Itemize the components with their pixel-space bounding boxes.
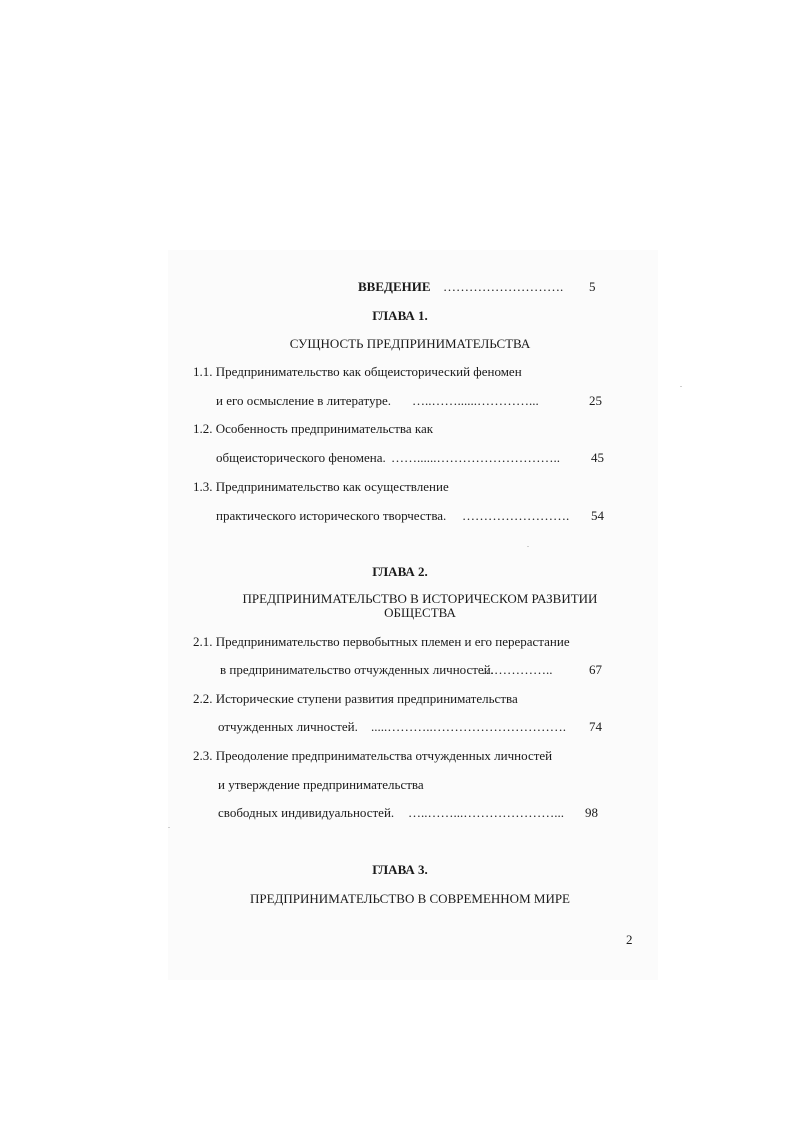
section-2-3-page: 98	[585, 805, 598, 820]
section-2-1-dots: ……………..	[481, 662, 553, 677]
section-1-3-line1: 1.3. Предпринимательство как осуществление	[193, 479, 449, 494]
section-1-2-dots: ……......………………………..	[391, 450, 560, 465]
intro-dots: ……………………….	[443, 279, 564, 294]
page-number: 2	[626, 932, 633, 947]
section-2-1-page: 67	[589, 662, 602, 677]
section-2-2-dots: .....………..………………………….	[371, 719, 566, 734]
section-1-1-line2: и его осмысление в литературе.	[216, 393, 391, 408]
section-2-2-line1: 2.2. Исторические ступени развития предпринимательства	[193, 691, 518, 706]
chapter3-title: ПРЕДПРИНИМАТЕЛЬСТВО В СОВРЕМЕННОМ МИРЕ	[249, 891, 571, 906]
section-1-3-dots: …………………….	[462, 508, 570, 523]
section-2-2-page: 74	[589, 719, 602, 734]
section-1-1-line1: 1.1. Предпринимательство как общеисторический феномен	[193, 364, 522, 379]
section-1-1-dots: …..……......…………...	[412, 393, 539, 408]
section-2-1-line2: в предпринимательство отчужденных личностей.	[220, 662, 494, 677]
section-2-3-line2: и утверждение предпринимательства	[218, 777, 424, 792]
chapter2-title-line2: ОБЩЕСТВА	[384, 605, 456, 620]
section-2-3-line3: свободных индивидуальностей.	[218, 805, 395, 820]
section-2-3-dots: …..……...…………………...	[408, 805, 564, 820]
section-1-2-page: 45	[591, 450, 604, 465]
section-2-1-line1: 2.1. Предпринимательство первобытных племен и его перерастание	[193, 634, 570, 649]
section-1-1-page: 25	[589, 393, 602, 408]
section-1-2-line1: 1.2. Особенность предпринимательства как	[193, 421, 434, 436]
section-1-3-line2: практического исторического творчества.	[216, 508, 447, 523]
section-2-3-line1: 2.3. Преодоление предпринимательства отчужденных личностей	[193, 748, 553, 763]
chapter1-heading: ГЛАВА 1.	[372, 308, 428, 323]
scan-speck	[527, 546, 529, 547]
scan-speck	[168, 827, 170, 828]
chapter2-heading: ГЛАВА 2.	[372, 564, 428, 579]
chapter3-heading: ГЛАВА 3.	[372, 862, 428, 877]
intro-title: ВВЕДЕНИЕ	[358, 279, 431, 294]
section-2-2-line2: отчужденных личностей.	[218, 719, 358, 734]
scan-speck	[680, 386, 682, 387]
section-1-3-page: 54	[591, 508, 604, 523]
intro-page: 5	[589, 279, 596, 294]
chapter1-title: СУЩНОСТЬ ПРЕДПРИНИМАТЕЛЬСТВА	[289, 336, 531, 351]
section-1-2-line2: общеисторического феномена.	[216, 450, 386, 465]
chapter2-title-line1: ПРЕДПРИНИМАТЕЛЬСТВО В ИСТОРИЧЕСКОМ РАЗВИТИИ	[242, 591, 598, 606]
